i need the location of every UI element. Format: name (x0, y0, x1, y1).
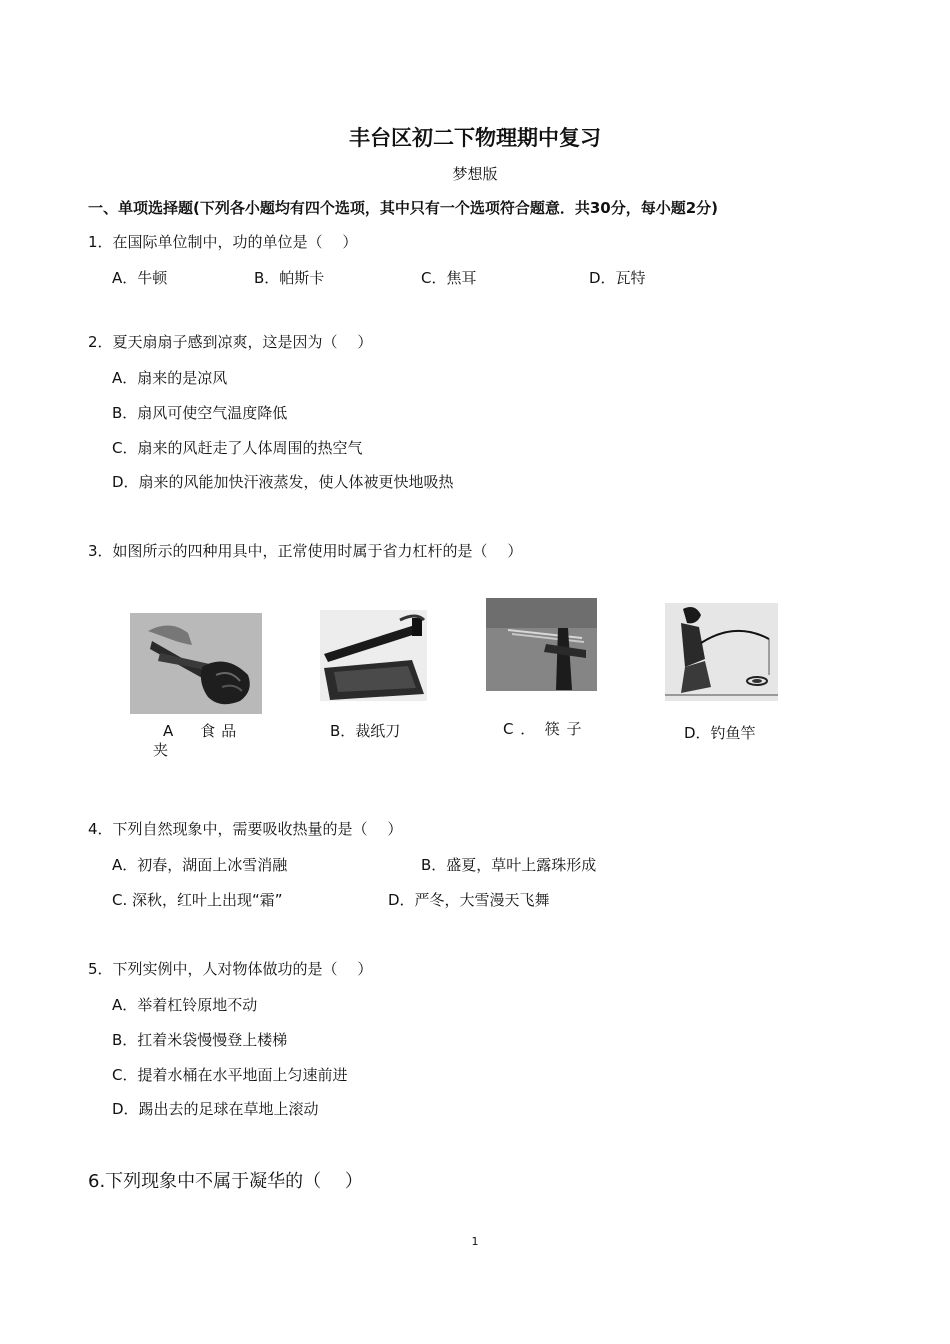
question-2-option-c: C．扇来的风赶走了人体周围的热空气 (112, 439, 363, 457)
paper-cutter-photo (320, 610, 427, 701)
page-number: 1 (471, 1235, 479, 1248)
figure-b-caption: B．裁纸刀 (330, 722, 401, 740)
question-1-option-b: B．帕斯卡 (254, 269, 325, 287)
question-3-stem: 3．如图所示的四种用具中，正常使用时属于省力杠杆的是（ ） (88, 542, 523, 560)
figure-d-caption: D．钓鱼竿 (684, 724, 756, 742)
chopsticks-photo (486, 598, 597, 691)
question-4-option-b: B．盛夏，草叶上露珠形成 (421, 856, 597, 874)
figure-a-caption-line1: A 食品 (163, 722, 243, 740)
question-2-stem: 2．夏天扇扇子感到凉爽，这是因为（ ） (88, 333, 373, 351)
question-5-option-c: C．提着水桶在水平地面上匀速前进 (112, 1066, 348, 1084)
fishing-rod-photo (665, 603, 778, 701)
figure-a-caption-line2: 夹 (153, 741, 169, 759)
figure-c-caption: C ． 筷 子 (503, 720, 583, 738)
page-title: 丰台区初二下物理期中复习 (349, 125, 601, 150)
question-1-option-d: D．瓦特 (589, 269, 646, 287)
question-6-stem: 6.下列现象中不属于凝华的（ ） (88, 1171, 363, 1192)
question-5-option-b: B．扛着米袋慢慢登上楼梯 (112, 1031, 288, 1049)
question-1-option-c: C．焦耳 (421, 269, 477, 287)
question-4-option-a: A．初春，湖面上冰雪消融 (112, 856, 288, 874)
question-2-option-b: B．扇风可使空气温度降低 (112, 404, 288, 422)
question-5-option-d: D．踢出去的足球在草地上滚动 (112, 1100, 319, 1118)
question-2-option-d: D．扇来的风能加快汗液蒸发，使人体被更快地吸热 (112, 473, 454, 491)
question-1-stem: 1．在国际单位制中，功的单位是（ ） (88, 233, 358, 251)
question-5-stem: 5．下列实例中，人对物体做功的是（ ） (88, 960, 373, 978)
page-subtitle: 梦想版 (452, 165, 498, 183)
section-heading: 一、单项选择题(下列各小题均有四个选项，其中只有一个选项符合题意．共30分，每小题2分) (88, 199, 719, 217)
question-5-option-a: A．举着杠铃原地不动 (112, 996, 258, 1014)
question-4-option-d: D．严冬，大雪漫天飞舞 (388, 891, 550, 909)
food-tongs-photo (130, 613, 262, 714)
question-4-stem: 4．下列自然现象中，需要吸收热量的是（ ） (88, 820, 403, 838)
question-2-option-a: A．扇来的是凉风 (112, 369, 228, 387)
question-1-option-a: A．牛顿 (112, 269, 168, 287)
question-4-option-c: C. 深秋，红叶上出现“霜” (112, 891, 283, 909)
